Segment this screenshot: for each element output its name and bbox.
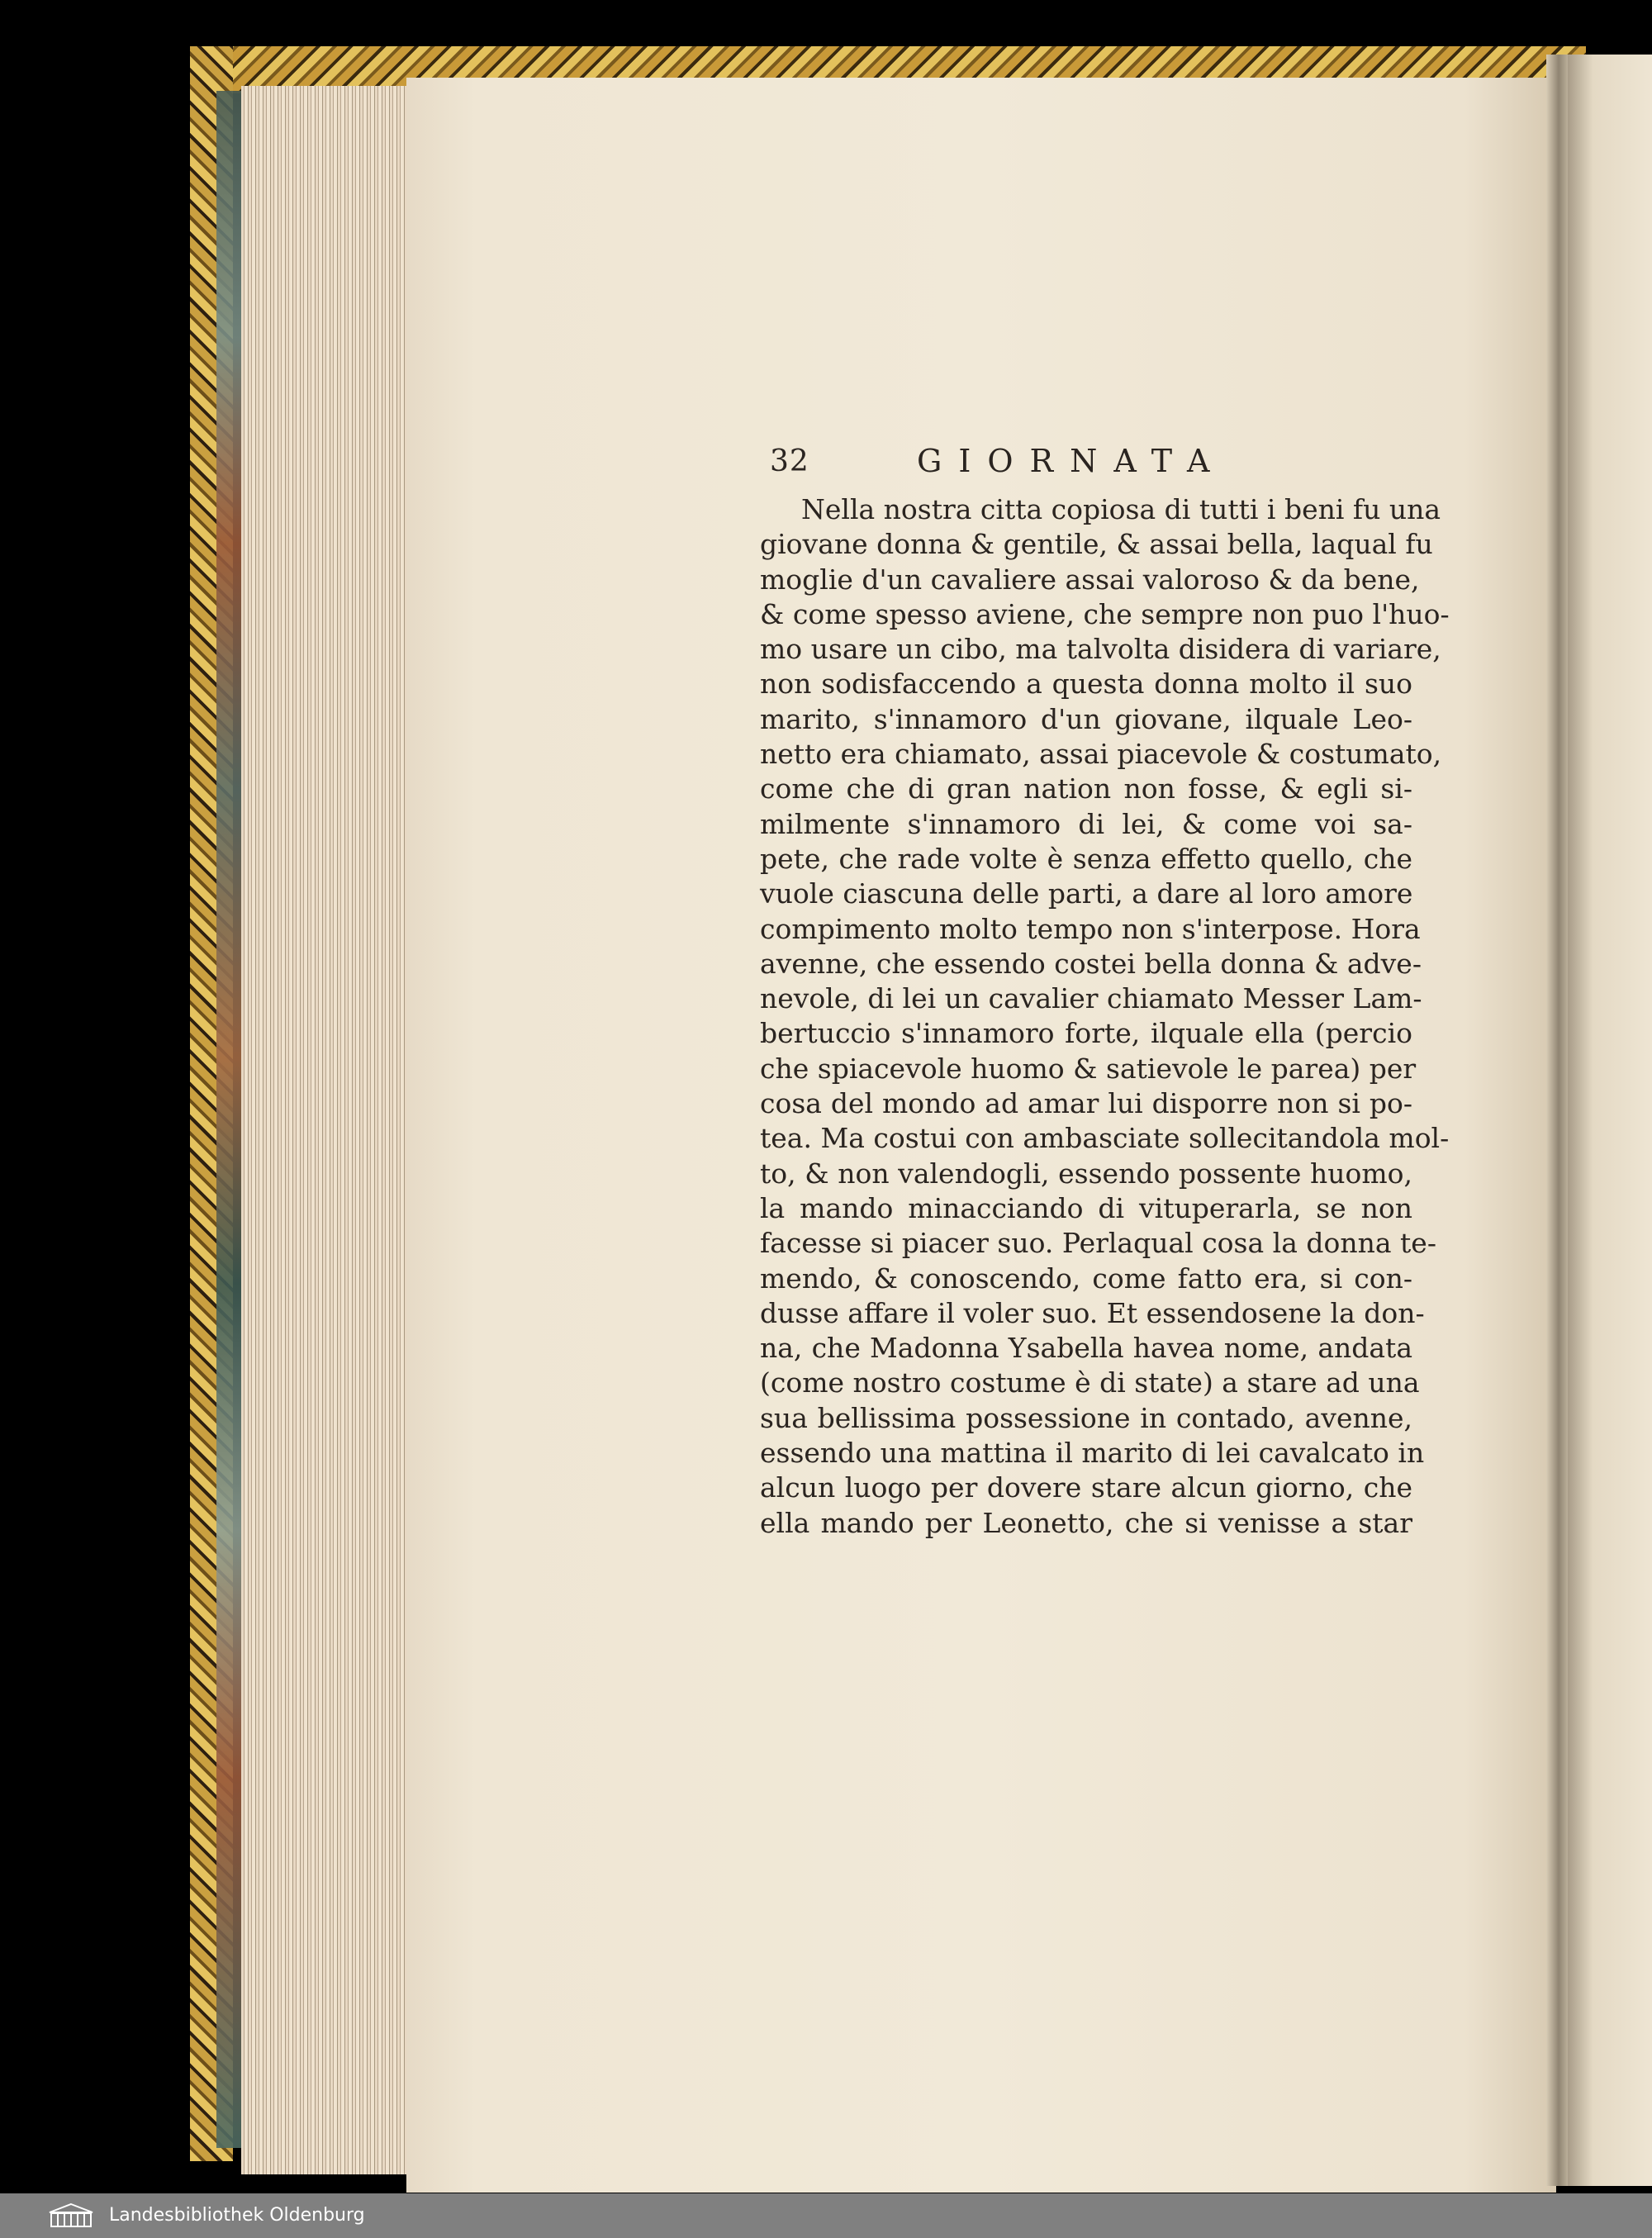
text-line: na, che Madonna Ysabella havea nome, andata (760, 1332, 1412, 1365)
text-line: milmente s'innamoro di lei, & come voi sa- (760, 807, 1412, 840)
running-header (760, 438, 1412, 492)
text-line: non sodisfaccendo a questa donna molto il suo (760, 668, 1412, 701)
text-line: netto era chiamato, assai piacevole & costumato, (760, 738, 1442, 771)
text-line: nevole, di lei un cavalier chiamato Messer Lam- (760, 982, 1422, 1015)
text-line: avenne, che essendo costei bella donna & adve- (760, 947, 1422, 980)
body-text (760, 492, 1450, 1541)
text-line: marito, s'innamoro d'un giovane, ilquale Leo- (760, 702, 1412, 735)
text-line: (come nostro costume è di state) a stare ad una (760, 1366, 1420, 1399)
text-line: giovane donna & gentile, & assai bella, laqual fu (760, 528, 1433, 561)
text-line: tea. Ma costui con ambasciate sollecitandola mol- (760, 1122, 1450, 1155)
page-edges (241, 86, 408, 2174)
text-line: che spiacevole huomo & satievole le parea) per (760, 1052, 1417, 1085)
text-line: alcun luogo per dovere stare alcun giorno, che (760, 1471, 1412, 1504)
library-name: Landesbibliothek Oldenburg (109, 2205, 365, 2226)
text-line: bertuccio s'innamoro forte, ilquale ella (percio (760, 1017, 1412, 1050)
text-line: facesse si piacer suo. Perlaqual cosa la donna te- (760, 1227, 1436, 1260)
text-line: sua bellissima possessione in contado, avenne, (760, 1401, 1412, 1434)
text-line: compimento molto tempo non s'interpose. Hora (760, 912, 1421, 945)
text-line: essendo una mattina il marito di lei cavalcato in (760, 1437, 1425, 1470)
text-line: moglie d'un cavaliere assai valoroso & da bene, (760, 563, 1420, 596)
text-line: mendo, & conoscendo, come fatto era, si con- (760, 1262, 1412, 1295)
facing-page (1568, 55, 1652, 2186)
text-line: dusse affare il voler suo. Et essendosene la don- (760, 1296, 1425, 1329)
text-line: Nella nostra citta copiosa di tutti i beni fu una (801, 493, 1441, 525)
running-title: GIORNATA (917, 443, 1227, 479)
text-line: come che di gran nation non fosse, & egli si- (760, 772, 1412, 805)
text-line: to, & non valendogli, essendo possente huomo, (760, 1157, 1412, 1190)
text-line: & come spesso aviene, che sempre non puo l'huo- (760, 597, 1450, 630)
text-line: ella mando per Leonetto, che si venisse a star (760, 1506, 1412, 1539)
text-line: mo usare un cibo, ma talvolta disidera di variare, (760, 633, 1441, 666)
library-footer (0, 2193, 1652, 2238)
text-line: la mando minacciando di vituperarla, se non (760, 1191, 1412, 1224)
text-line: vuole ciascuna delle parti, a dare al loro amore (760, 877, 1413, 910)
text-line: pete, che rade volte è senza effetto quello, che (760, 842, 1412, 875)
library-building-icon (46, 2202, 96, 2229)
text-block (760, 438, 1450, 1541)
text-line: cosa del mondo ad amar lui disporre non si po- (760, 1087, 1412, 1120)
page-number: 32 (770, 444, 809, 478)
